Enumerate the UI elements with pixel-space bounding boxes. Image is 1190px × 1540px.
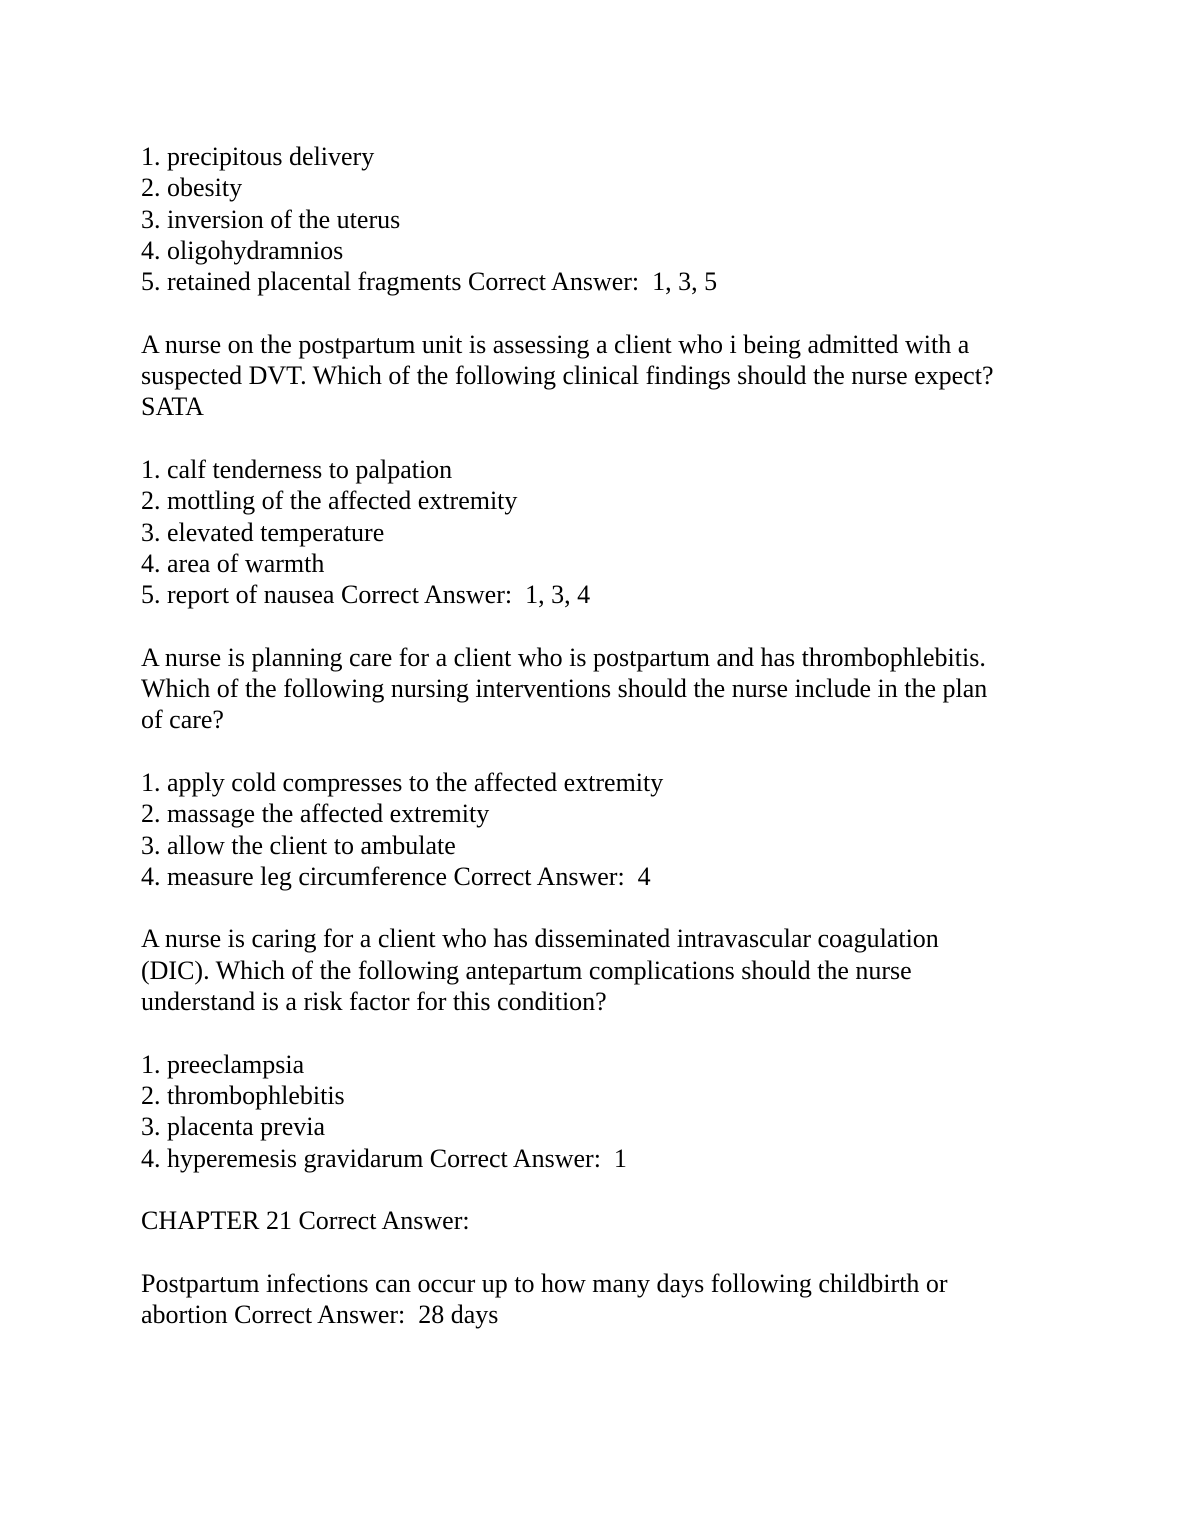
options-block-dic xyxy=(141,1049,1061,1174)
chapter-heading xyxy=(141,1205,1061,1236)
document-page xyxy=(141,141,1061,1330)
option-line-with-answer: 5. report of nausea Correct Answer: 1, 3, 4 xyxy=(141,580,591,610)
option-line: 4. area of warmth xyxy=(141,548,325,578)
option-line: 3. placenta previa xyxy=(141,1112,326,1142)
option-line: 1. preeclampsia xyxy=(141,1049,305,1079)
option-line-with-answer: 4. hyperemesis gravidarum Correct Answer: 1 xyxy=(141,1143,627,1173)
options-block-dvt xyxy=(141,454,1061,610)
option-line: 4. oligohydramnios xyxy=(141,235,344,265)
paragraph-gap xyxy=(141,610,1061,641)
question-line-with-answer: abortion Correct Answer: 28 days xyxy=(141,1299,499,1329)
question-line: of care? xyxy=(141,705,224,735)
option-line: 1. apply cold compresses to the affected extremity xyxy=(141,767,664,797)
option-line: 1. calf tenderness to palpation xyxy=(141,454,453,484)
question-block-dic xyxy=(141,923,1061,1017)
question-line: SATA xyxy=(141,392,204,422)
question-line: Postpartum infections can occur up to how many days following childbirth or xyxy=(141,1268,948,1298)
paragraph-gap xyxy=(141,423,1061,454)
paragraph-gap xyxy=(141,1174,1061,1205)
option-line: 1. precipitous delivery xyxy=(141,142,375,171)
question-line: suspected DVT. Which of the following clinical findings should the nurse expect? xyxy=(141,361,994,391)
option-line: 3. allow the client to ambulate xyxy=(141,830,456,860)
question-line: Which of the following nursing interventions should the nurse include in the plan xyxy=(141,674,988,704)
option-line-with-answer: 4. measure leg circumference Correct Answer: 4 xyxy=(141,861,651,891)
question-block-postpartum-infections xyxy=(141,1268,1061,1331)
option-line: 3. elevated temperature xyxy=(141,517,385,547)
question-block-thrombophlebitis xyxy=(141,642,1061,736)
question-line: A nurse is caring for a client who has disseminated intravascular coagulation xyxy=(141,924,939,954)
question-line: understand is a risk factor for this condition? xyxy=(141,987,607,1017)
option-line: 2. obesity xyxy=(141,173,243,203)
paragraph-gap xyxy=(141,1236,1061,1267)
option-line-with-answer: 5. retained placental fragments Correct Answer: 1, 3, 5 xyxy=(141,267,718,297)
option-line: 2. mottling of the affected extremity xyxy=(141,486,518,516)
question-line: A nurse is planning care for a client who is postpartum and has thrombophlebitis. xyxy=(141,642,986,672)
options-block-1 xyxy=(141,141,1061,297)
option-line: 2. massage the affected extremity xyxy=(141,799,490,829)
option-line: 2. thrombophlebitis xyxy=(141,1080,345,1110)
paragraph-gap xyxy=(141,892,1061,923)
chapter-heading-line: CHAPTER 21 Correct Answer: xyxy=(141,1206,470,1236)
paragraph-gap xyxy=(141,297,1061,328)
paragraph-gap xyxy=(141,736,1061,767)
option-line: 3. inversion of the uterus xyxy=(141,204,401,234)
question-line: A nurse on the postpartum unit is assessing a client who i being admitted with a xyxy=(141,329,970,359)
options-block-thrombophlebitis xyxy=(141,767,1061,892)
paragraph-gap xyxy=(141,1017,1061,1048)
question-block-dvt xyxy=(141,329,1061,423)
question-line: (DIC). Which of the following antepartum complications should the nurse xyxy=(141,955,912,985)
